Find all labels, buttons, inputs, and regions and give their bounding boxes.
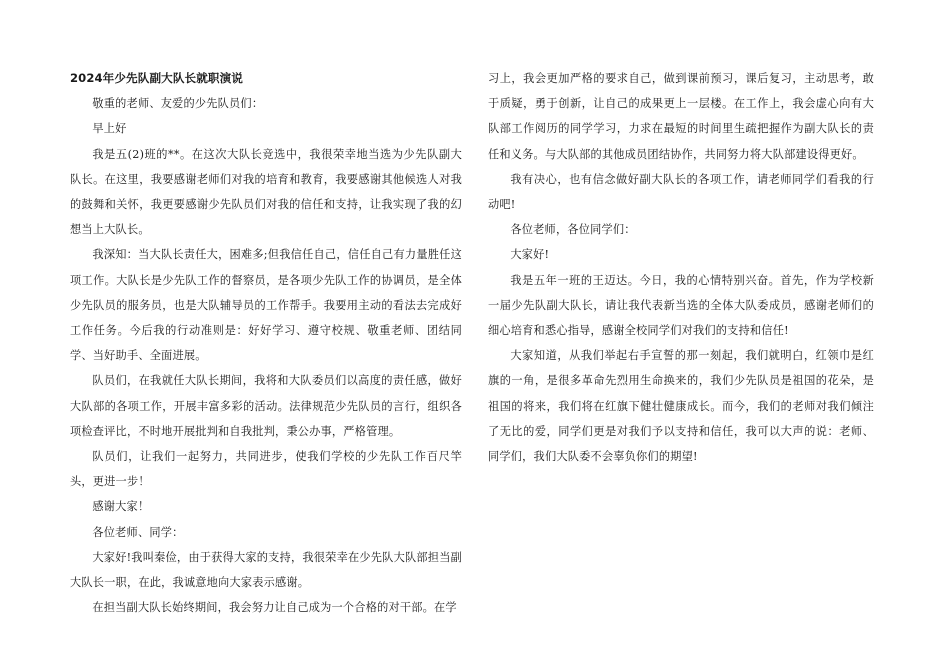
- paragraph: 敬重的老师、友爱的少先队员们：: [92, 97, 264, 111]
- paragraph: 感谢大家！: [92, 500, 150, 514]
- paragraph: 各位老师，各位同学们：: [510, 223, 636, 237]
- paragraph: 早上好: [92, 122, 127, 136]
- paragraph-continued: 习上，我会更加严格的要求自己，做到课前预习，课后复习，主动思考，敢于质疑，勇于创新，让自己的成果更上一层楼。在工作上，我会虚心向有大队部工作阅历的同学学习，力求在最短的时间里生疏把握作为副大队长的责任和义务。与大队部的其他成员团结协作，共同努力将大队部建设得更好。: [488, 72, 874, 161]
- paragraph: 大家好!: [510, 248, 550, 262]
- right-column: [488, 66, 874, 469]
- paragraph: 队员们，在我就任大队长期间，我将和大队委员们以高度的责任感，做好大队部的各项工作，开展丰富多彩的活动。法律规范少先队员的言行，组织各项检查评比，不时地开展批判和自我批判，秉公办事，严格管理。: [70, 374, 462, 438]
- paragraph: 各位老师、同学：: [92, 525, 184, 539]
- paragraph: 我是五年一班的王迈达。今日，我的心情特别兴奋。首先，作为学校新一届少先队副大队长，请让我代表新当选的全体大队委成员，感谢老师们的细心培育和悉心指导，感谢全校同学们对我们的支持和信任!: [488, 273, 874, 338]
- paragraph: 在担当副大队长始终期间，我会努力让自己成为一个合格的对干部。在学: [92, 601, 457, 615]
- document-title: 2024年少先队副大队长就职演说: [70, 71, 243, 85]
- left-column: [70, 66, 462, 620]
- paragraph: 我深知：当大队长责任大，困难多;但我信任自己，信任自己有力量胜任这项工作。大队长是少先队工作的督察员，是各项少先队工作的协调员，是全体少先队员的服务员，也是大队辅导员的工作帮手。我要用主动的看法去完成好工作任务。今后我的行动准则是：好好学习、遵守校规、敬重老师、团结同学、当好助手、全面进展。: [70, 248, 462, 363]
- paragraph: 我是五(2)班的**。在这次大队长竞选中，我很荣幸地当选为少先队副大队长。在这里，我要感谢老师们对我的培育和教育，我要感谢其他候选人对我的鼓舞和关怀，我更要感谢少先队员们对我的信任和支持，让我实现了我的幻想当上大队长。: [70, 147, 462, 237]
- paragraph: 大家好!我叫秦俭，由于获得大家的支持，我很荣幸在少先队大队部担当副大队长一职，在此，我诚意地向大家表示感谢。: [70, 550, 462, 590]
- paragraph: 我有决心，也有信念做好副大队长的各项工作，请老师同学们看我的行动吧!: [488, 172, 874, 212]
- paragraph: 大家知道，从我们举起右手宣誓的那一刻起，我们就明白，红领巾是红旗的一角，是很多革命先烈用生命换来的，我们少先队员是祖国的花朵，是祖国的将来，我们将在红旗下健壮健康成长。而今，我们的老师对我们倾注了无比的爱，同学们更是对我们予以支持和信任，我可以大声的说：老师、同学们，我们大队委不会辜负你们的期望!: [488, 349, 874, 464]
- paragraph: 队员们，让我们一起努力，共同进步，使我们学校的少先队工作百尺竿头，更进一步！: [70, 450, 462, 489]
